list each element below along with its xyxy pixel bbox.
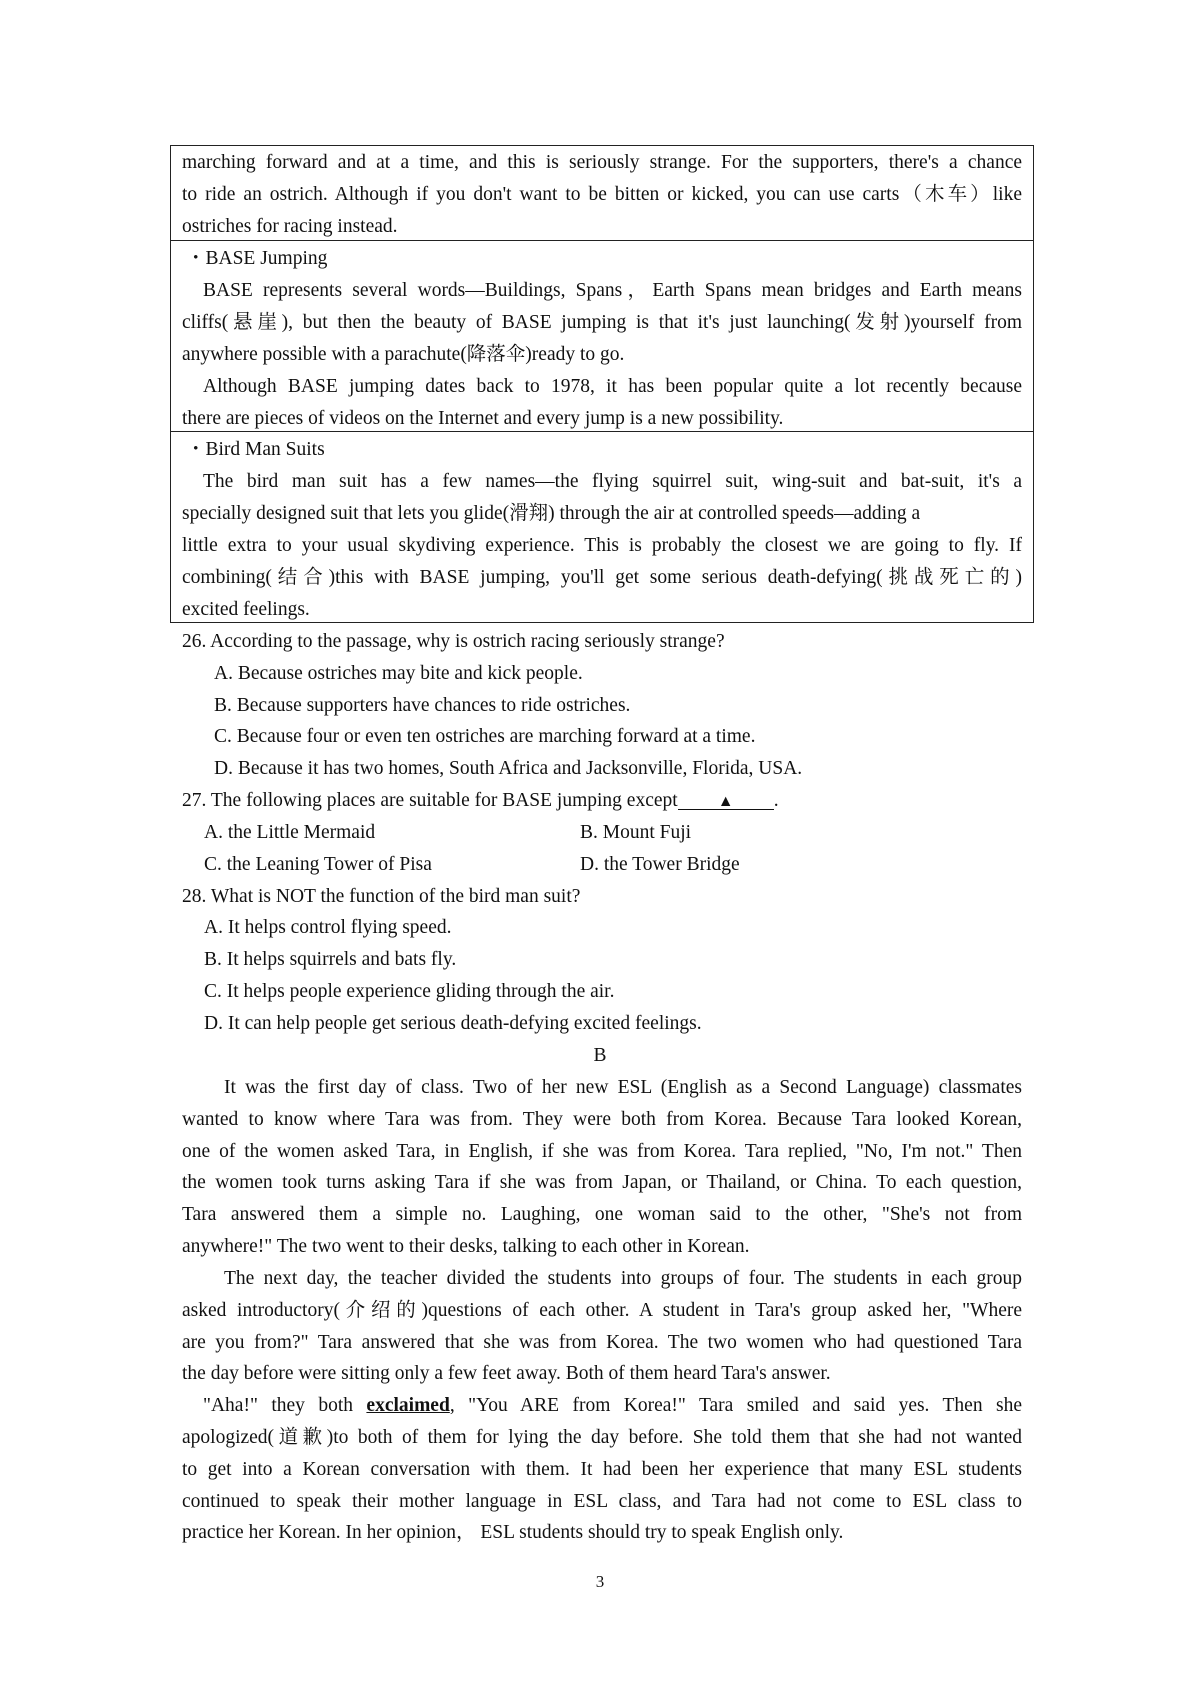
question-27-option-b: B. Mount Fuji [580, 822, 692, 843]
p3-line-1-post: , "You ARE from Korea!" Tara smiled and said yes. Then she [449, 1395, 1022, 1416]
box2-line-1: BASE represents several words—Buildings, Spans，Earth Spans mean bridges and Earth means [203, 280, 1022, 301]
question-26-option-d: D. Because it has two homes, South Africa and Jacksonville, Florida, USA. [214, 758, 803, 779]
box1-line-1: marching forward and at a time, and this is seriously strange. For the supporters, there's a chance [182, 152, 1022, 173]
question-27 [182, 789, 779, 813]
question-27-option-a: A. the Little Mermaid [204, 822, 376, 843]
question-28-stem: 28. What is NOT the function of the bird man suit? [182, 886, 581, 907]
question-26-option-a: A. Because ostriches may bite and kick people. [214, 663, 583, 684]
box2-line-2: cliffs(悬崖), but then the beauty of BASE jumping is that it's just launching(发射)yourself from [182, 312, 1022, 333]
question-28-option-a: A. It helps control flying speed. [204, 917, 452, 938]
page-number: 3 [595, 1572, 605, 1591]
section-b-p1-line-6: anywhere!" The two went to their desks, talking to each other in Korean. [182, 1236, 750, 1257]
section-b-p1-line-4: the women took turns asking Tara if she was from Japan, or Thailand, or China. To each question, [182, 1172, 1022, 1193]
section-b-p1-line-5: Tara answered them a simple no. Laughing, one woman said to the other, "She's not from [182, 1204, 1022, 1225]
box3-line-1: The bird man suit has a few names—the flying squirrel suit, wing-suit and bat-suit, it's a [203, 471, 1022, 492]
section-b-p2-line-1: The next day, the teacher divided the students into groups of four. The students in each group [224, 1268, 1022, 1289]
question-27-option-c: C. the Leaning Tower of Pisa [204, 854, 432, 875]
section-b-p3-line-1 [203, 1394, 1022, 1418]
question-28-option-d: D. It can help people get serious death-defying excited feelings. [204, 1013, 702, 1034]
bird-man-suits-heading: ・Bird Man Suits [186, 439, 325, 460]
box3-line-5: excited feelings. [182, 599, 310, 620]
answer-blank [678, 789, 774, 810]
triangle-icon: ▲ [717, 793, 734, 810]
question-26-option-c: C. Because four or even ten ostriches are marching forward at a time. [214, 726, 756, 747]
box2-line-5: there are pieces of videos on the Internet and every jump is a new possibility. [182, 408, 784, 429]
p3-line-1-pre: "Aha!" they both [203, 1395, 367, 1416]
question-27-option-d: D. the Tower Bridge [580, 854, 740, 875]
question-28-option-b: B. It helps squirrels and bats fly. [204, 949, 457, 970]
box3-line-4: combining(结合)this with BASE jumping, you'll get some serious death-defying(挑战死亡的) [182, 567, 1022, 588]
box3-line-2: specially designed suit that lets you glide(滑翔) through the air at controlled speeds—adding a [182, 503, 921, 524]
base-jumping-heading: ・BASE Jumping [186, 248, 328, 269]
section-b-p2-line-4: the day before were sitting only a few feet away. Both of them heard Tara's answer. [182, 1363, 831, 1384]
question-26-option-b: B. Because supporters have chances to ride ostriches. [214, 695, 631, 716]
box1-line-2: to ride an ostrich. Although if you don't want to be bitten or kicked, you can use carts（木车）like [182, 184, 1022, 205]
section-b-p2-line-3: are you from?" Tara answered that she was from Korea. The two women who had questioned Tara [182, 1332, 1022, 1353]
section-b-p3-line-4: continued to speak their mother language in ESL class, and Tara had not come to ESL class to [182, 1491, 1022, 1512]
section-b-p1-line-2: wanted to know where Tara was from. They were both from Korea. Because Tara looked Korean, [182, 1109, 1022, 1130]
question-28-option-c: C. It helps people experience gliding through the air. [204, 981, 615, 1002]
section-b-p3-line-5: practice her Korean. In her opinion， ESL students should try to speak English only. [182, 1522, 844, 1543]
box3-line-3: little extra to your usual skydiving experience. This is probably the closest we are going to fly. If [182, 535, 1022, 556]
section-b-p1-line-3: one of the women asked Tara, in English, if she was from Korea. Tara replied, "No, I'm not." Then [182, 1141, 1022, 1162]
section-b-title: B [593, 1045, 607, 1066]
section-b-p2-line-2: asked introductory(介绍的)questions of each other. A student in Tara's group asked her, "Where [182, 1300, 1022, 1321]
box2-line-3: anywhere possible with a parachute(降落伞)ready to go. [182, 344, 625, 365]
box1-line-3: ostriches for racing instead. [182, 216, 398, 237]
box2-line-4: Although BASE jumping dates back to 1978, it has been popular quite a lot recently because [203, 376, 1022, 397]
section-b-p3-line-2: apologized(道歉)to both of them for lying the day before. She told them that she had not wanted [182, 1427, 1022, 1448]
question-26-stem: 26. According to the passage, why is ostrich racing seriously strange? [182, 631, 725, 652]
section-b-p1-line-1: It was the first day of class. Two of her new ESL (English as a Second Language) classmates [224, 1077, 1022, 1098]
section-b-p3-line-3: to get into a Korean conversation with them. It had been her experience that many ESL students [182, 1459, 1022, 1480]
underlined-word-exclaimed: exclaimed [366, 1395, 450, 1416]
question-27-stem: 27. The following places are suitable for BASE jumping except [182, 790, 678, 811]
question-27-end: . [773, 790, 779, 811]
